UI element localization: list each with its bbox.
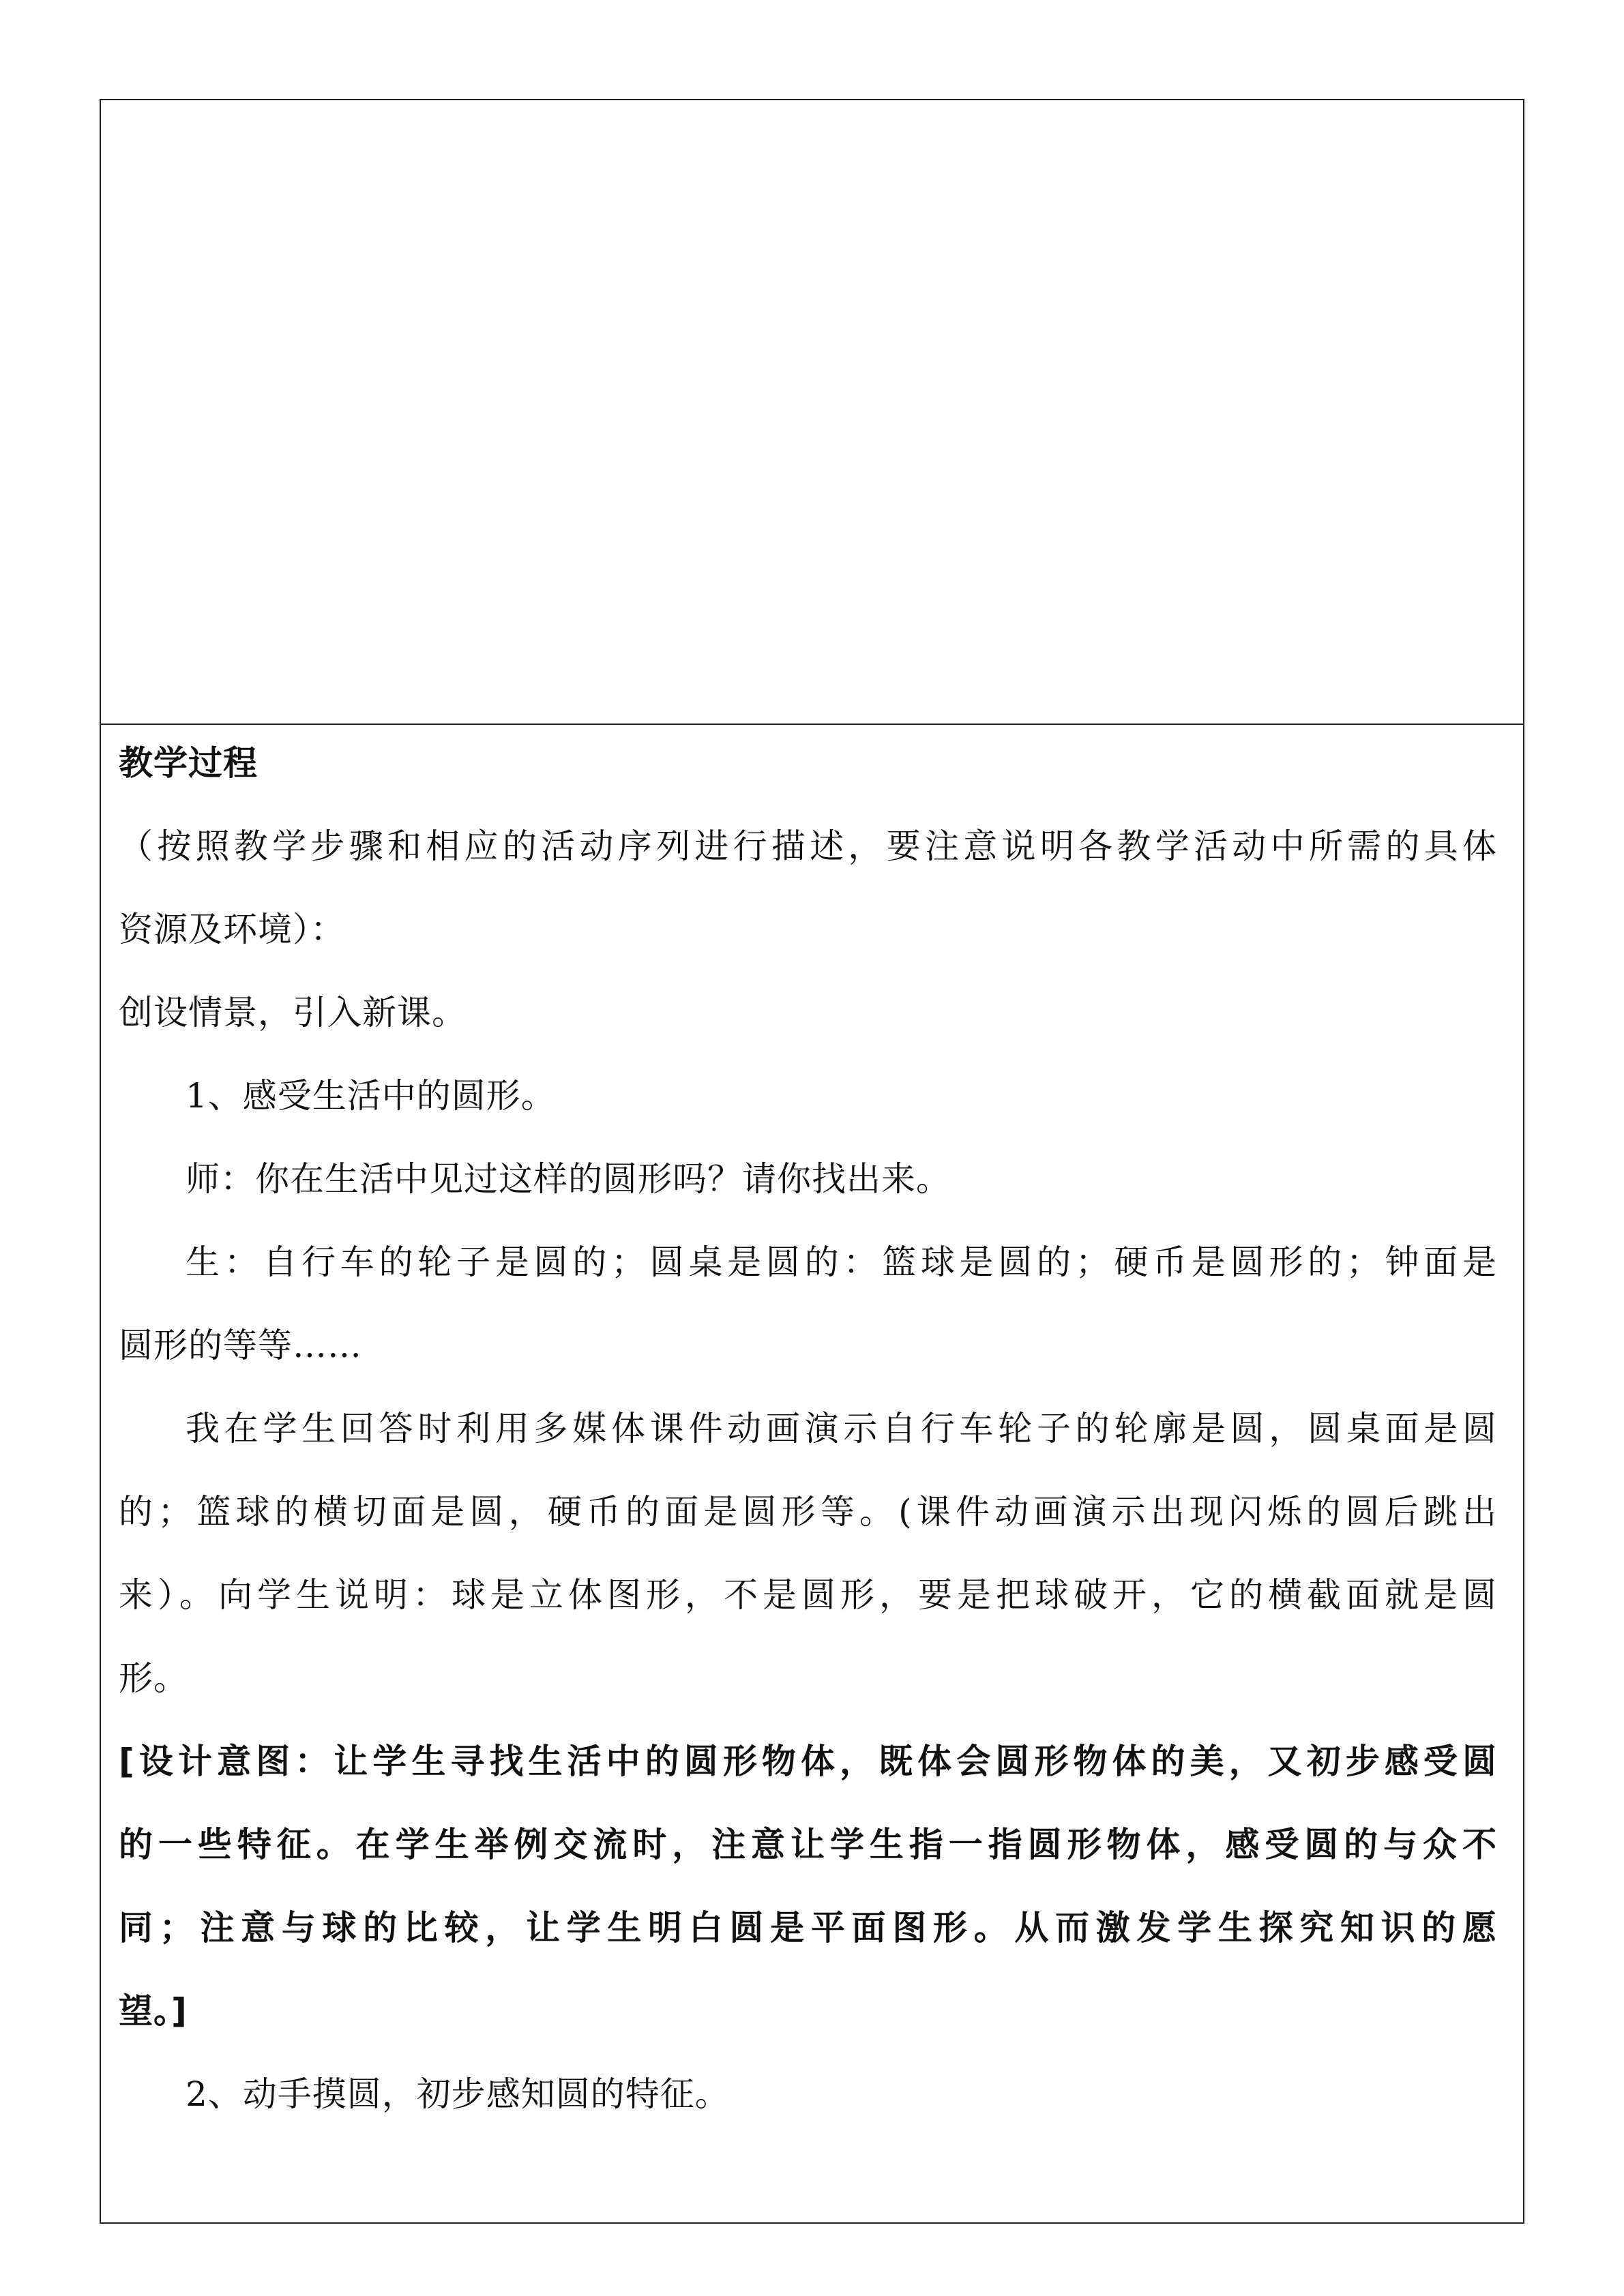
design-intent-line-2: 的一些特征。在学生举例交流时，注意让学生指一指圆形物体，感受圆的与众不 — [119, 1825, 1497, 1864]
design-intent-line-4: 望。] — [119, 1991, 188, 2031]
teacher-demo-line-1: 我在学生回答时利用多媒体课件动画演示自行车轮子的轮廓是圆，圆桌面是圆 — [186, 1409, 1497, 1448]
lesson-table — [100, 99, 1524, 2224]
step-2-heading: 2、动手摸圆，初步感知圆的特征。 — [186, 2074, 730, 2114]
teacher-demo-line-3: 来）。向学生说明：球是立体图形，不是圆形，要是把球破开，它的横截面就是圆 — [119, 1575, 1497, 1615]
instruction-line-1: （按照教学步骤和相应的活动序列进行描述，要注意说明各教学活动中所需的具体 — [119, 826, 1497, 866]
teacher-demo-line-4: 形。 — [119, 1658, 188, 1698]
teacher-question: 师：你在生活中见过这样的圆形吗？请你找出来。 — [186, 1159, 951, 1199]
teacher-demo-line-2: 的；篮球的横切面是圆，硬币的面是圆形等。(课件动画演示出现闪烁的圆后跳出 — [119, 1492, 1497, 1532]
empty-table-cell — [101, 100, 1523, 725]
lesson-intro: 创设情景，引入新课。 — [119, 993, 467, 1032]
student-answer-line-2: 圆形的等等…… — [119, 1326, 362, 1365]
step-1-heading: 1、感受生活中的圆形。 — [186, 1076, 556, 1116]
student-answer-line-1: 生：自行车的轮子是圆的；圆桌是圆的：篮球是圆的；硬币是圆形的；钟面是 — [186, 1242, 1497, 1282]
teaching-process-cell — [101, 725, 1523, 2224]
design-intent-line-1: [设计意图：让学生寻找生活中的圆形物体，既体会圆形物体的美，又初步感受圆 — [119, 1742, 1497, 1781]
instruction-line-2: 资源及环境）： — [119, 910, 345, 949]
design-intent-line-3: 同；注意与球的比较，让学生明白圆是平面图形。从而激发学生探究知识的愿 — [119, 1908, 1497, 1948]
section-title: 教学过程 — [119, 743, 258, 783]
